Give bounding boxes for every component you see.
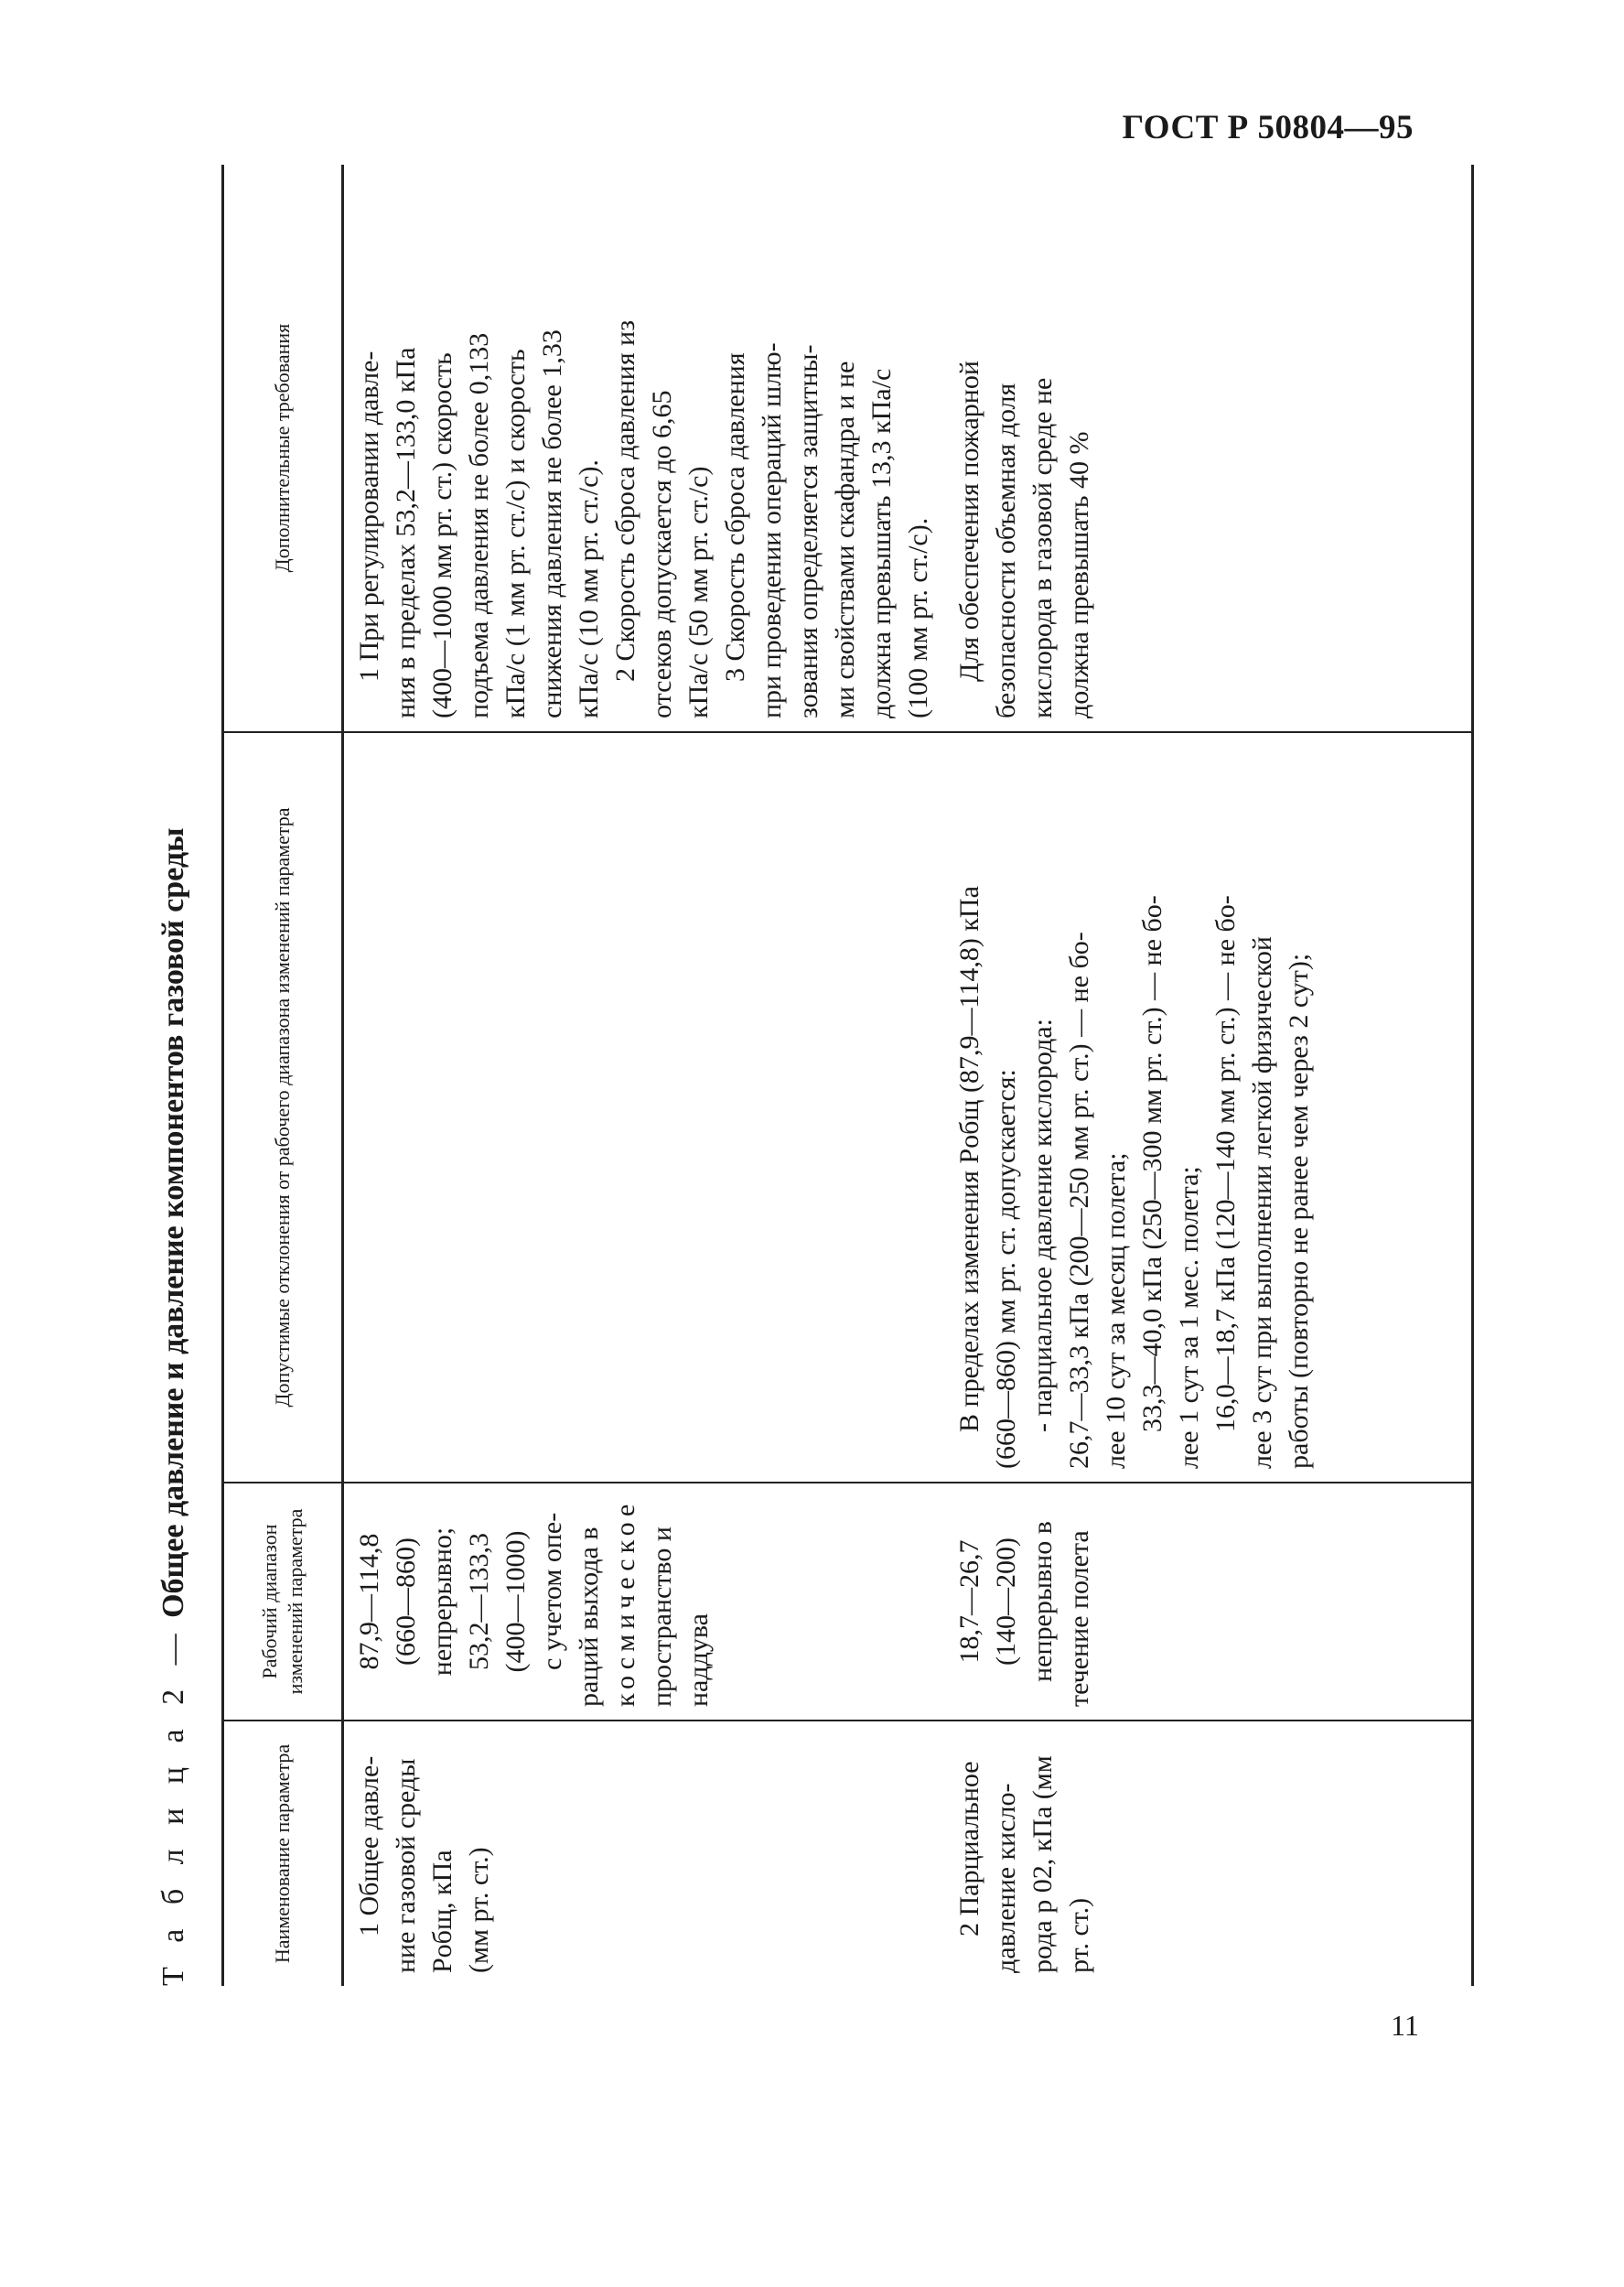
header-allowed-deviations: Допустимые отклонения от рабочего диапазона изменений параметра [223, 732, 343, 1483]
page-number: 11 [1391, 2009, 1419, 2042]
row2-name-line: давление кисло- [991, 1783, 1021, 1973]
row1-range-line: 87,9—114,8 [354, 1533, 384, 1670]
row2-range-line: (140—200) [991, 1537, 1021, 1666]
row1-working-range [343, 1483, 945, 1721]
header-parameter-name: Наименование параметра [223, 1721, 343, 1986]
row1-extra-line: (100 мм рт. ст./с). [903, 517, 933, 718]
row2-range-line: непрерывно в [1027, 1521, 1058, 1682]
row2-deviation-line: 33,3—40,0 кПа (250—300 мм рт. ст.) — не бо- [1137, 895, 1167, 1432]
row1-extra-line: снижения давления не более 1,33 [537, 329, 567, 718]
row2-allowed-deviations [944, 732, 1473, 1483]
row1-extra-line: ния в пределах 53,2—133,0 кПа [391, 347, 421, 718]
table-row [343, 165, 945, 1986]
row2-extra-line: кислорода в газовой среде не [1027, 377, 1058, 718]
row2-working-range [944, 1483, 1473, 1721]
row1-extra-line: отсеков допускается до 6,65 [647, 390, 677, 718]
row1-name-line: 1 Общее давле- [354, 1755, 384, 1936]
row1-extra-line: 1 При регулировании давле- [354, 351, 384, 682]
document-code: ГОСТ Р 50804—95 [1122, 109, 1414, 146]
row1-extra-line: кПа/с (50 мм рт. ст./с) [683, 466, 714, 718]
row1-extra-line: зования определяется защитны- [793, 344, 823, 718]
row1-extra-line: 3 Скорость сброса давления [720, 352, 750, 682]
table-caption-prefix: Т а б л и ц а 2 — [156, 1625, 190, 1986]
row2-deviation-line: 16,0—18,7 кПа (120—140 мм рт. ст.) — не бо- [1210, 895, 1241, 1432]
table-header-row [223, 165, 343, 1986]
row2-deviation-line: лее 3 сут при выполнении легкой физической [1247, 936, 1277, 1469]
table-caption [137, 165, 210, 1986]
row2-range-line: 18,7—26,7 [954, 1539, 984, 1664]
row1-range-line: наддува [683, 1613, 714, 1707]
table-caption-title: Общее давление и давление компонентов газовой среды [156, 827, 190, 1618]
row1-range-line: космическое [610, 1498, 640, 1707]
row1-extra-line: 2 Скорость сброса давления из [610, 319, 640, 682]
row1-range-line: непрерывно; [427, 1526, 457, 1677]
row1-name-line: ние газовой среды [391, 1758, 421, 1973]
row2-parameter-name [944, 1721, 1473, 1986]
row2-extra-line: Для обеспечения пожарной [954, 361, 984, 682]
row2-extra-line: должна превышать 40 % [1064, 431, 1094, 718]
row2-deviation-line: В пределах изменения Pобщ (87,9—114,8) кПа [954, 886, 984, 1432]
row1-range-line: 53,2—133,3 [464, 1533, 494, 1670]
row2-deviation-line: работы (повторно не ранее чем через 2 сут); [1284, 953, 1314, 1469]
row1-range-line: (400—1000) [500, 1530, 531, 1673]
row2-name-line: 2 Парциальное [954, 1761, 984, 1936]
header-additional-requirements: Дополнительные требования [223, 165, 343, 732]
row1-extra-line: кПа/с (10 мм рт. ст./с). [574, 459, 604, 718]
row1-allowed-deviations [343, 732, 945, 1483]
row1-extra-line: должна превышать 13,3 кПа/с [866, 368, 897, 718]
header-working-range: Рабочий диапазон изменений параметра [223, 1483, 343, 1721]
row2-name-line: рт. ст.) [1064, 1897, 1094, 1973]
row1-extra-line: при проведении операций шлю- [757, 342, 787, 718]
row2-deviation-line: (660—860) мм рт. ст. допускается: [991, 1069, 1021, 1469]
row1-additional-requirements [343, 165, 945, 732]
table-row [944, 165, 1473, 1986]
rotated-table-block [137, 165, 1314, 1986]
row1-extra-line: кПа/с (1 мм рт. ст./с) и скорость [500, 349, 531, 718]
row1-range-line: (660—860) [391, 1537, 421, 1666]
gas-environment-table [221, 165, 1474, 1986]
row2-range-line: течение полета [1064, 1530, 1094, 1707]
row1-extra-line: (400—1000 мм рт. ст.) скорость [427, 352, 457, 718]
row1-range-line: раций выхода в [574, 1526, 604, 1707]
row2-deviation-line: лее 1 сут за 1 мес. полета; [1174, 1166, 1204, 1469]
row1-range-line: пространство и [647, 1526, 677, 1707]
row1-extra-line: ми свойствами скафандра и не [830, 361, 860, 718]
row1-name-line: Pобщ, кПа [427, 1850, 457, 1973]
row2-name-line: рода p 02, кПа (мм [1027, 1755, 1058, 1973]
row1-extra-line: подъема давления не более 0,133 [464, 332, 494, 718]
row2-additional-requirements [944, 165, 1473, 732]
row1-name-line: (мм рт. ст.) [464, 1847, 494, 1973]
row1-parameter-name [343, 1721, 945, 1986]
row2-deviation-line: лее 10 сут за месяц полета; [1101, 1152, 1131, 1469]
row1-range-line: с учетом опе- [537, 1512, 567, 1670]
row2-extra-line: безопасности объемная доля [991, 383, 1021, 718]
row2-deviation-line: - парциальное давление кислорода: [1027, 1019, 1058, 1432]
row2-deviation-line: 26,7—33,3 кПа (200—250 мм рт. ст.) — не бо- [1064, 932, 1094, 1469]
